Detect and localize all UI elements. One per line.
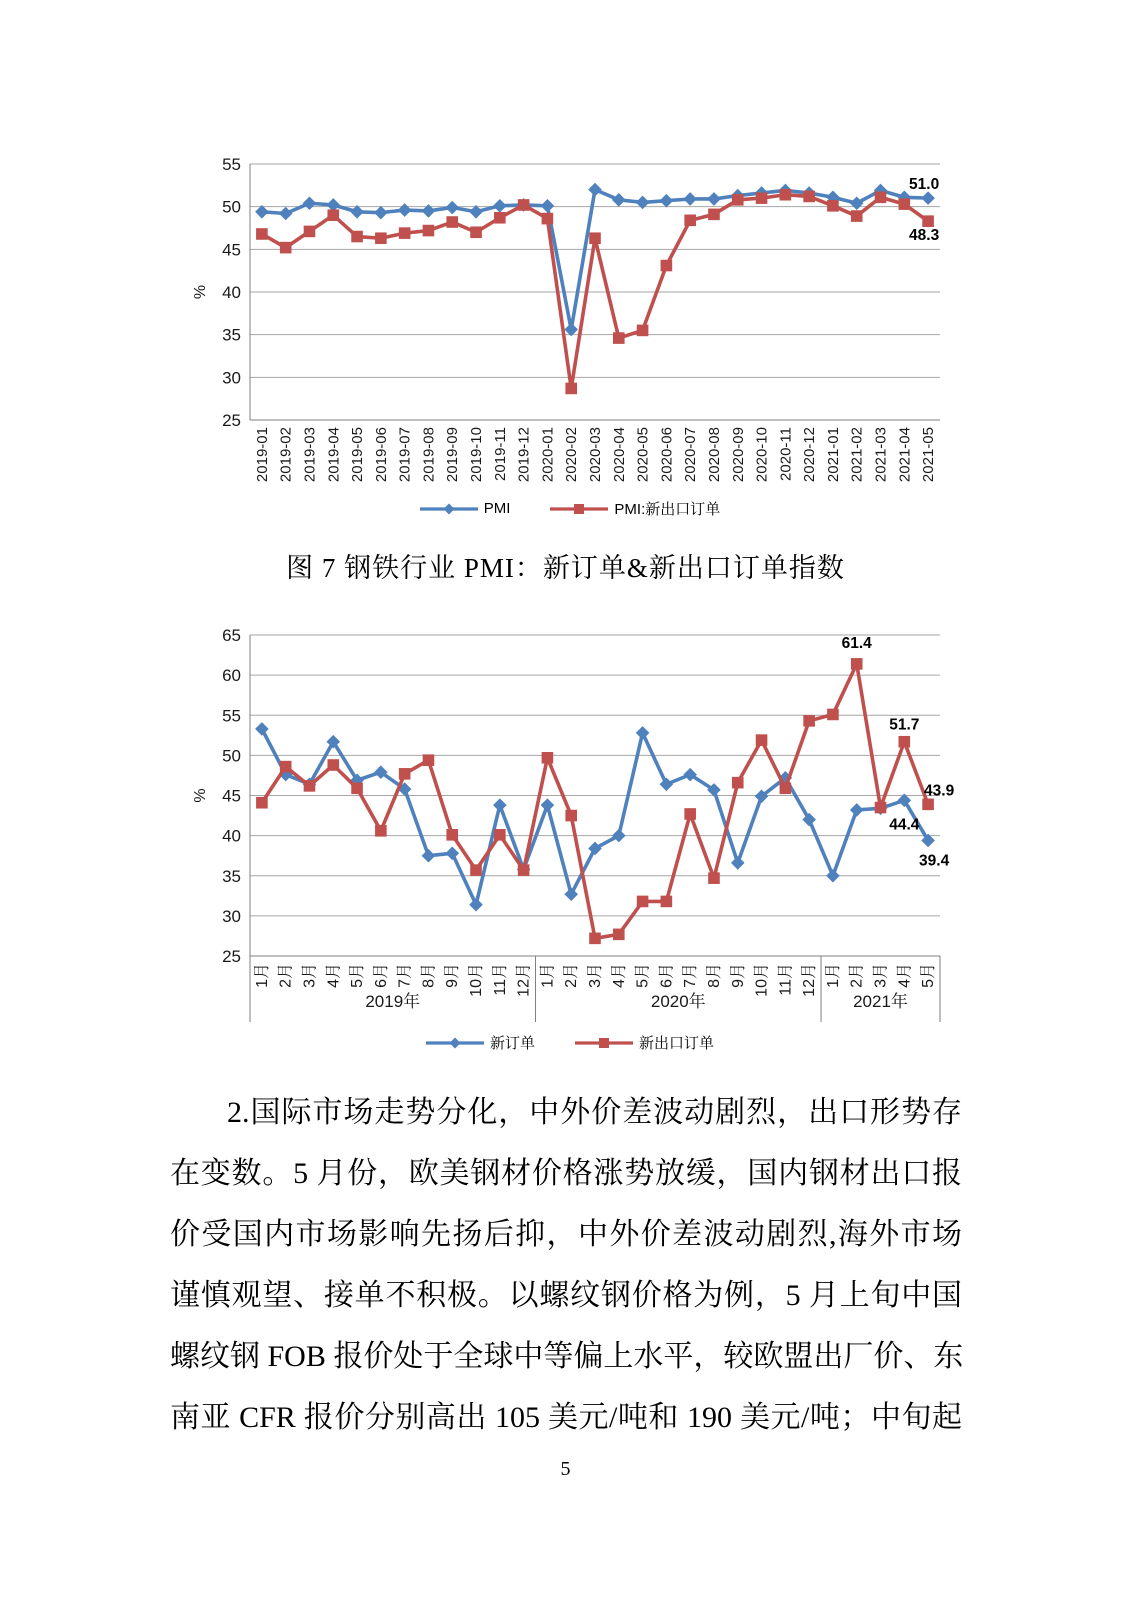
svg-text:2019-01: 2019-01 — [253, 427, 271, 483]
svg-text:2021-02: 2021-02 — [848, 427, 866, 483]
paragraph-line: 谨慎观望、接单不积极。以螺纹钢价格为例，5 月上旬中国 — [170, 1279, 962, 1312]
svg-text:3月: 3月 — [587, 963, 604, 988]
svg-text:2019-05: 2019-05 — [349, 427, 367, 483]
svg-text:2020-06: 2020-06 — [658, 427, 676, 483]
svg-text:2019-12: 2019-12 — [515, 427, 533, 483]
svg-text:%: % — [192, 284, 209, 300]
svg-text:2019-04: 2019-04 — [325, 427, 343, 483]
svg-text:25: 25 — [222, 947, 241, 966]
svg-text:2020-01: 2020-01 — [539, 427, 557, 483]
square-marker-icon — [575, 1036, 633, 1050]
svg-text:50: 50 — [222, 746, 241, 766]
svg-text:2020-11: 2020-11 — [777, 427, 795, 481]
svg-text:35: 35 — [222, 325, 241, 345]
svg-text:5月: 5月 — [634, 963, 652, 988]
svg-text:2019-02: 2019-02 — [277, 427, 295, 483]
svg-text:11月: 11月 — [491, 963, 509, 996]
pmi-line-chart — [190, 150, 950, 502]
svg-text:2019-07: 2019-07 — [396, 427, 414, 483]
svg-text:2019-03: 2019-03 — [301, 427, 319, 483]
svg-text:%: % — [192, 788, 209, 803]
svg-text:2020-07: 2020-07 — [682, 427, 700, 483]
svg-text:2020-12: 2020-12 — [801, 427, 819, 483]
svg-text:48.3: 48.3 — [909, 227, 940, 245]
svg-text:2月: 2月 — [848, 963, 866, 988]
svg-text:2020-10: 2020-10 — [753, 427, 771, 483]
figure-caption: 图 7 钢铁行业 PMI：新订单&新出口订单指数 — [286, 553, 845, 583]
svg-text:2021-01: 2021-01 — [824, 427, 842, 483]
svg-text:4月: 4月 — [610, 963, 628, 988]
svg-text:2020-02: 2020-02 — [563, 427, 581, 483]
svg-text:50: 50 — [222, 197, 241, 217]
svg-text:5月: 5月 — [920, 963, 938, 988]
svg-text:2020-08: 2020-08 — [705, 427, 723, 483]
svg-text:40: 40 — [222, 826, 241, 846]
svg-text:11月: 11月 — [777, 963, 795, 996]
svg-text:4月: 4月 — [896, 963, 914, 988]
legend-item — [420, 500, 511, 517]
svg-text:12月: 12月 — [515, 963, 533, 997]
svg-text:2021-05: 2021-05 — [920, 427, 938, 483]
svg-text:2021-03: 2021-03 — [872, 427, 890, 483]
svg-text:55: 55 — [222, 706, 241, 726]
svg-text:35: 35 — [222, 866, 241, 886]
svg-text:2020-09: 2020-09 — [729, 427, 747, 483]
legend-item — [575, 1032, 714, 1053]
new-orders-line-chart — [190, 610, 955, 1030]
legend-label: 新出口订单 — [639, 1035, 715, 1052]
svg-text:2020-05: 2020-05 — [634, 427, 652, 483]
svg-text:12月: 12月 — [801, 963, 819, 997]
svg-text:10月: 10月 — [753, 963, 771, 997]
svg-text:2月: 2月 — [277, 963, 295, 988]
svg-text:5月: 5月 — [349, 963, 367, 988]
svg-text:2020年: 2020年 — [650, 992, 706, 1011]
legend-label: PMI:新出口订单 — [614, 501, 721, 518]
paragraph-line: 价受国内市场影响先扬后抑，中外价差波动剧烈,海外市场 — [170, 1218, 962, 1251]
svg-text:2020-03: 2020-03 — [587, 427, 604, 483]
pmi-chart-legend — [190, 498, 950, 519]
svg-text:2019-09: 2019-09 — [444, 427, 462, 483]
svg-text:2019年: 2019年 — [365, 992, 421, 1011]
page-number: 5 — [560, 1458, 571, 1480]
body-paragraph — [170, 1082, 962, 1448]
legend-label: PMI — [483, 500, 511, 517]
svg-text:1月: 1月 — [253, 963, 271, 988]
paragraph-line: 2.国际市场走势分化，中外价差波动剧烈，出口形势存 — [227, 1096, 962, 1129]
svg-text:43.9: 43.9 — [924, 782, 955, 800]
paragraph-line: 在变数。5 月份，欧美钢材价格涨势放缓，国内钢材出口报 — [170, 1157, 962, 1190]
svg-text:60: 60 — [222, 666, 241, 686]
svg-text:30: 30 — [222, 368, 241, 388]
svg-text:2019-10: 2019-10 — [468, 427, 486, 483]
svg-text:61.4: 61.4 — [841, 634, 872, 652]
svg-text:2021-04: 2021-04 — [896, 427, 914, 483]
svg-text:30: 30 — [222, 906, 241, 926]
svg-text:45: 45 — [222, 786, 241, 806]
svg-text:44.4: 44.4 — [889, 816, 920, 834]
square-marker-icon — [550, 502, 608, 516]
legend-label: 新订单 — [489, 1035, 535, 1052]
svg-text:2020-04: 2020-04 — [610, 427, 628, 483]
svg-text:2月: 2月 — [563, 963, 581, 988]
svg-text:9月: 9月 — [444, 963, 462, 988]
diamond-marker-icon — [420, 502, 478, 516]
svg-text:3月: 3月 — [872, 963, 890, 988]
paragraph-line: 螺纹钢 FOB 报价处于全球中等偏上水平，较欧盟出厂价、东 — [170, 1340, 964, 1373]
svg-text:65: 65 — [222, 626, 241, 645]
new-orders-chart-legend — [190, 1032, 950, 1053]
svg-text:9月: 9月 — [729, 963, 747, 988]
svg-text:2019-06: 2019-06 — [372, 427, 390, 483]
svg-text:10月: 10月 — [468, 963, 486, 997]
svg-text:1月: 1月 — [539, 963, 557, 988]
svg-text:40: 40 — [222, 283, 241, 302]
paragraph-line: 南亚 CFR 报价分别高出 105 美元/吨和 190 美元/吨；中旬起 — [170, 1401, 962, 1434]
svg-text:25: 25 — [222, 411, 241, 430]
diamond-marker-icon — [426, 1036, 484, 1050]
svg-text:8月: 8月 — [420, 963, 438, 988]
svg-text:2019-08: 2019-08 — [420, 427, 438, 483]
svg-text:8月: 8月 — [705, 963, 723, 988]
svg-text:55: 55 — [222, 155, 241, 174]
svg-text:2021年: 2021年 — [853, 992, 908, 1011]
svg-text:45: 45 — [222, 240, 241, 260]
svg-text:7月: 7月 — [682, 963, 700, 988]
svg-text:51.7: 51.7 — [889, 716, 920, 734]
svg-text:51.0: 51.0 — [909, 176, 940, 194]
svg-text:1月: 1月 — [824, 963, 842, 988]
svg-text:4月: 4月 — [325, 963, 343, 988]
svg-text:39.4: 39.4 — [919, 852, 950, 870]
svg-text:2019-11: 2019-11 — [491, 427, 509, 481]
svg-text:3月: 3月 — [301, 963, 319, 988]
svg-text:7月: 7月 — [396, 963, 414, 988]
svg-text:6月: 6月 — [658, 963, 676, 988]
svg-text:6月: 6月 — [372, 963, 390, 988]
legend-item — [426, 1032, 535, 1053]
legend-item — [550, 498, 720, 519]
